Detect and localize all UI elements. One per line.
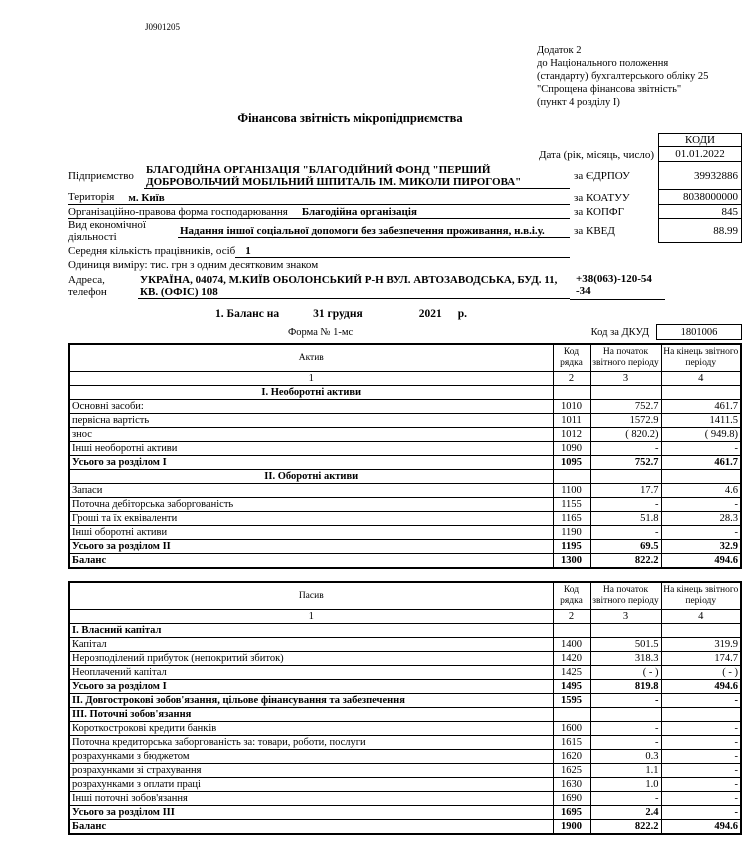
cell-code: 1615 [553,736,590,750]
unit-of-measure-line: Одиниця виміру: тис. грн з одним десятковим знаком [68,259,319,271]
cell-start: 69.5 [590,540,661,554]
cell-end: 4 [661,372,741,386]
balance-title-line [215,308,752,320]
balance-year-suffix: р. [457,308,467,320]
cell-code: 1100 [553,484,590,498]
table-row [69,652,741,666]
form-number-row [68,324,742,340]
cell-end: - [661,806,741,820]
cell-end: - [661,764,741,778]
table-row [69,484,741,498]
cell-start [590,624,661,638]
table-row [69,526,741,540]
cell-label: Поточна кредиторська заборгованість за: товари, роботи, послуги [69,736,553,750]
table-row [69,414,741,428]
balance-title: 1. Баланс на [215,308,280,320]
cell-label: 1 [69,372,553,386]
cell-end: - [661,792,741,806]
territory-value: м. Київ [128,192,165,204]
cell-label: розрахунками з бюджетом [69,750,553,764]
cell-start [590,708,661,722]
table-row [69,498,741,512]
cell-end: - [661,442,741,456]
cell-code: 2 [553,372,590,386]
liabilities-table-header [69,582,741,610]
phone-value: +38(063)-120-54 -34 [570,272,665,300]
cell-label: Інші оборотні активи [69,526,553,540]
column-header-start: На початок звітного періоду [590,344,661,372]
employees-label: Середня кількість працівників, осіб [68,244,236,257]
cell-start: 752.7 [590,400,661,414]
cell-label: Неоплачений капітал [69,666,553,680]
cell-label: Основні засоби: [69,400,553,414]
table-row [69,512,741,526]
table-row [69,750,741,764]
cell-start: - [590,694,661,708]
enterprise-label: Підприємство [68,170,134,182]
kopfg-value: 845 [658,205,742,219]
cell-start: - [590,722,661,736]
cell-label: Баланс [69,554,553,569]
assets-table [68,343,742,569]
table-row [69,736,741,750]
cell-label: Баланс [69,820,553,835]
table-row [69,428,741,442]
annex-line: (стандарту) бухгалтерського обліку 25 [537,71,709,82]
document-title: Фінансова звітність мікропідприємства [237,111,463,125]
balance-date-day-month: 31 грудня [313,308,363,320]
cell-end: 4 [661,610,741,624]
cell-end: - [661,736,741,750]
cell-code: 1695 [553,806,590,820]
legal-form-value: Благодійна організація [301,206,417,218]
table-row [69,792,741,806]
cell-end: 461.7 [661,456,741,470]
address-value: УКРАЇНА, 04074, М.КИЇВ ОБОЛОНСЬКИЙ Р-Н ВУЛ. АВТОЗАВОДСЬКА, БУД. 11, КВ. (ОФІС) 108 [138,273,570,299]
cell-label: I. Необоротні активи [69,386,553,400]
cell-code: 1155 [553,498,590,512]
cell-start: 51.8 [590,512,661,526]
cell-start: - [590,498,661,512]
cell-code: 1495 [553,680,590,694]
cell-end: 319.9 [661,638,741,652]
cell-end: 494.6 [661,820,741,835]
cell-start [590,470,661,484]
cell-start: ( 820.2) [590,428,661,442]
cell-end: - [661,750,741,764]
column-header-item: Актив [69,344,553,372]
cell-code: 1620 [553,750,590,764]
column-number-row [69,372,741,386]
table-row [69,806,741,820]
cell-end: 1411.5 [661,414,741,428]
table-row [69,456,741,470]
cell-code: 1011 [553,414,590,428]
cell-start: 2.4 [590,806,661,820]
annex-line: до Національного положення [537,58,669,69]
cell-code: 1165 [553,512,590,526]
cell-end: 4.6 [661,484,741,498]
column-header-code: Код рядка [553,582,590,610]
table-row [69,554,741,569]
cell-end [661,624,741,638]
cell-label: I. Власний капітал [69,624,553,638]
cell-code: 1425 [553,666,590,680]
cell-start: - [590,792,661,806]
annex-reference-block [537,44,747,109]
cell-start: 819.8 [590,680,661,694]
header-row [69,344,741,372]
cell-start: ( - ) [590,666,661,680]
cell-code: 1690 [553,792,590,806]
cell-label: III. Поточні зобов'язання [69,708,553,722]
cell-label: Короткострокові кредити банків [69,722,553,736]
cell-start: 0.3 [590,750,661,764]
cell-start: 822.2 [590,820,661,835]
section-row [69,470,741,484]
cell-end: 494.6 [661,554,741,569]
date-label: Дата (рік, місяць, число) [538,148,654,161]
cell-start: 318.3 [590,652,661,666]
cell-code [553,386,590,400]
section-row [69,386,741,400]
annex-line: Додаток 2 [537,45,582,56]
table-row [69,778,741,792]
cell-end: - [661,778,741,792]
assets-table-body [69,372,741,569]
cell-end: - [661,722,741,736]
table-row [69,442,741,456]
codes-box-header: КОДИ [658,133,742,147]
dkud-label: Код за ДКУД [590,326,649,338]
cell-label: 1 [69,610,553,624]
legal-form-label: Організаційно-правова форма господарювання [68,205,288,218]
assets-table-header [69,344,741,372]
cell-start: 3 [590,610,661,624]
edrpou-label: за ЄДРПОУ [574,170,630,182]
annex-line: (пункт 4 розділу I) [537,97,620,108]
column-number-row [69,610,741,624]
section-row [69,624,741,638]
cell-start: 3 [590,372,661,386]
cell-start: - [590,442,661,456]
cell-end: - [661,526,741,540]
cell-label: Поточна дебіторська заборгованість [69,498,553,512]
table-row [69,694,741,708]
cell-label: Гроші та їх еквіваленти [69,512,553,526]
cell-label: II. Оборотні активи [69,470,553,484]
cell-label: Усього за розділом III [69,806,553,820]
cell-end: - [661,694,741,708]
koatuu-value: 8038000000 [658,190,742,205]
cell-code: 1090 [553,442,590,456]
cell-label: Інші необоротні активи [69,442,553,456]
liabilities-table-body [69,610,741,835]
cell-label: Усього за розділом I [69,456,553,470]
cell-code: 1595 [553,694,590,708]
kved-label: за КВЕД [574,225,615,237]
cell-code [553,624,590,638]
cell-label: Інші поточні зобов'язання [69,792,553,806]
cell-label: Запаси [69,484,553,498]
cell-label: розрахунками зі страхування [69,764,553,778]
column-header-end: На кінець звітного періоду [661,582,741,610]
koatuu-label: за КОАТУУ [574,191,630,204]
annex-line: "Спрощена фінансова звітність" [537,84,682,95]
cell-code: 1600 [553,722,590,736]
cell-start: 1.1 [590,764,661,778]
cell-end [661,470,741,484]
table-row [69,540,741,554]
cell-label: Усього за розділом II [69,540,553,554]
form-barcode-code: J0901205 [145,22,181,32]
header-fields-block [68,133,742,300]
section-row [69,708,741,722]
date-value: 01.01.2022 [658,147,742,162]
cell-end: 28.3 [661,512,741,526]
header-row [69,582,741,610]
cell-label: знос [69,428,553,442]
table-row [69,820,741,835]
column-header-end: На кінець звітного періоду [661,344,741,372]
table-row [69,400,741,414]
cell-label: Капітал [69,638,553,652]
table-row [69,680,741,694]
column-header-start: На початок звітного періоду [590,582,661,610]
table-row [69,722,741,736]
table-row [69,666,741,680]
cell-code: 1400 [553,638,590,652]
liabilities-table [68,581,742,835]
cell-end: ( 949.8) [661,428,741,442]
cell-start: - [590,736,661,750]
cell-start: 822.2 [590,554,661,569]
cell-label: Нерозподілений прибуток (непокритий збиток) [69,652,553,666]
cell-label: первісна вартість [69,414,553,428]
cell-code: 1190 [553,526,590,540]
column-header-code: Код рядка [553,344,590,372]
cell-code: 1900 [553,820,590,835]
cell-code: 1195 [553,540,590,554]
enterprise-value: БЛАГОДІЙНА ОРГАНІЗАЦІЯ "БЛАГОДІЙНИЙ ФОНД "ПЕРШИЙ ДОБРОВОЛЬЧИЙ МОБІЛЬНИЙ ШПИТАЛЬ ІМ. МИКОЛИ ПИРОГОВА" [144,163,570,189]
cell-code: 1300 [553,554,590,569]
cell-code: 1095 [553,456,590,470]
cell-end: 494.6 [661,680,741,694]
cell-code [553,708,590,722]
cell-start [590,386,661,400]
activity-value: Надання іншої соціальної допомоги без забезпечення проживання, н.в.і.у. [178,224,570,238]
cell-code: 1012 [553,428,590,442]
cell-start: 752.7 [590,456,661,470]
edrpou-value: 39932886 [658,162,742,190]
cell-end: 461.7 [661,400,741,414]
cell-start: - [590,526,661,540]
cell-code: 1010 [553,400,590,414]
cell-end: 174.7 [661,652,741,666]
activity-label: Вид економічної діяльності [68,219,146,243]
cell-label: II. Довгострокові зобов'язання, цільове фінансування та забезпечення [69,694,553,708]
cell-end: 32.9 [661,540,741,554]
kved-value: 88.99 [658,219,742,243]
cell-label: Усього за розділом I [69,680,553,694]
balance-date-year: 2021 [418,308,442,320]
cell-end: ( - ) [661,666,741,680]
cell-code: 1630 [553,778,590,792]
cell-end [661,708,741,722]
column-header-item: Пасив [69,582,553,610]
cell-code: 1625 [553,764,590,778]
address-label: Адреса, телефон [68,274,107,298]
cell-start: 17.7 [590,484,661,498]
cell-start: 1572.9 [590,414,661,428]
cell-start: 501.5 [590,638,661,652]
table-row [69,764,741,778]
employees-value: 1 [235,244,570,258]
cell-code: 2 [553,610,590,624]
cell-end [661,386,741,400]
dkud-value-box: 1801006 [656,324,742,340]
territory-label: Територія [68,191,115,203]
cell-end: - [661,498,741,512]
kopfg-label: за КОПФГ [574,206,624,218]
cell-code: 1420 [553,652,590,666]
cell-start: 1.0 [590,778,661,792]
form-number-label: Форма № 1-мс [288,326,354,338]
cell-label: розрахунками з оплати праці [69,778,553,792]
table-row [69,638,741,652]
cell-code [553,470,590,484]
